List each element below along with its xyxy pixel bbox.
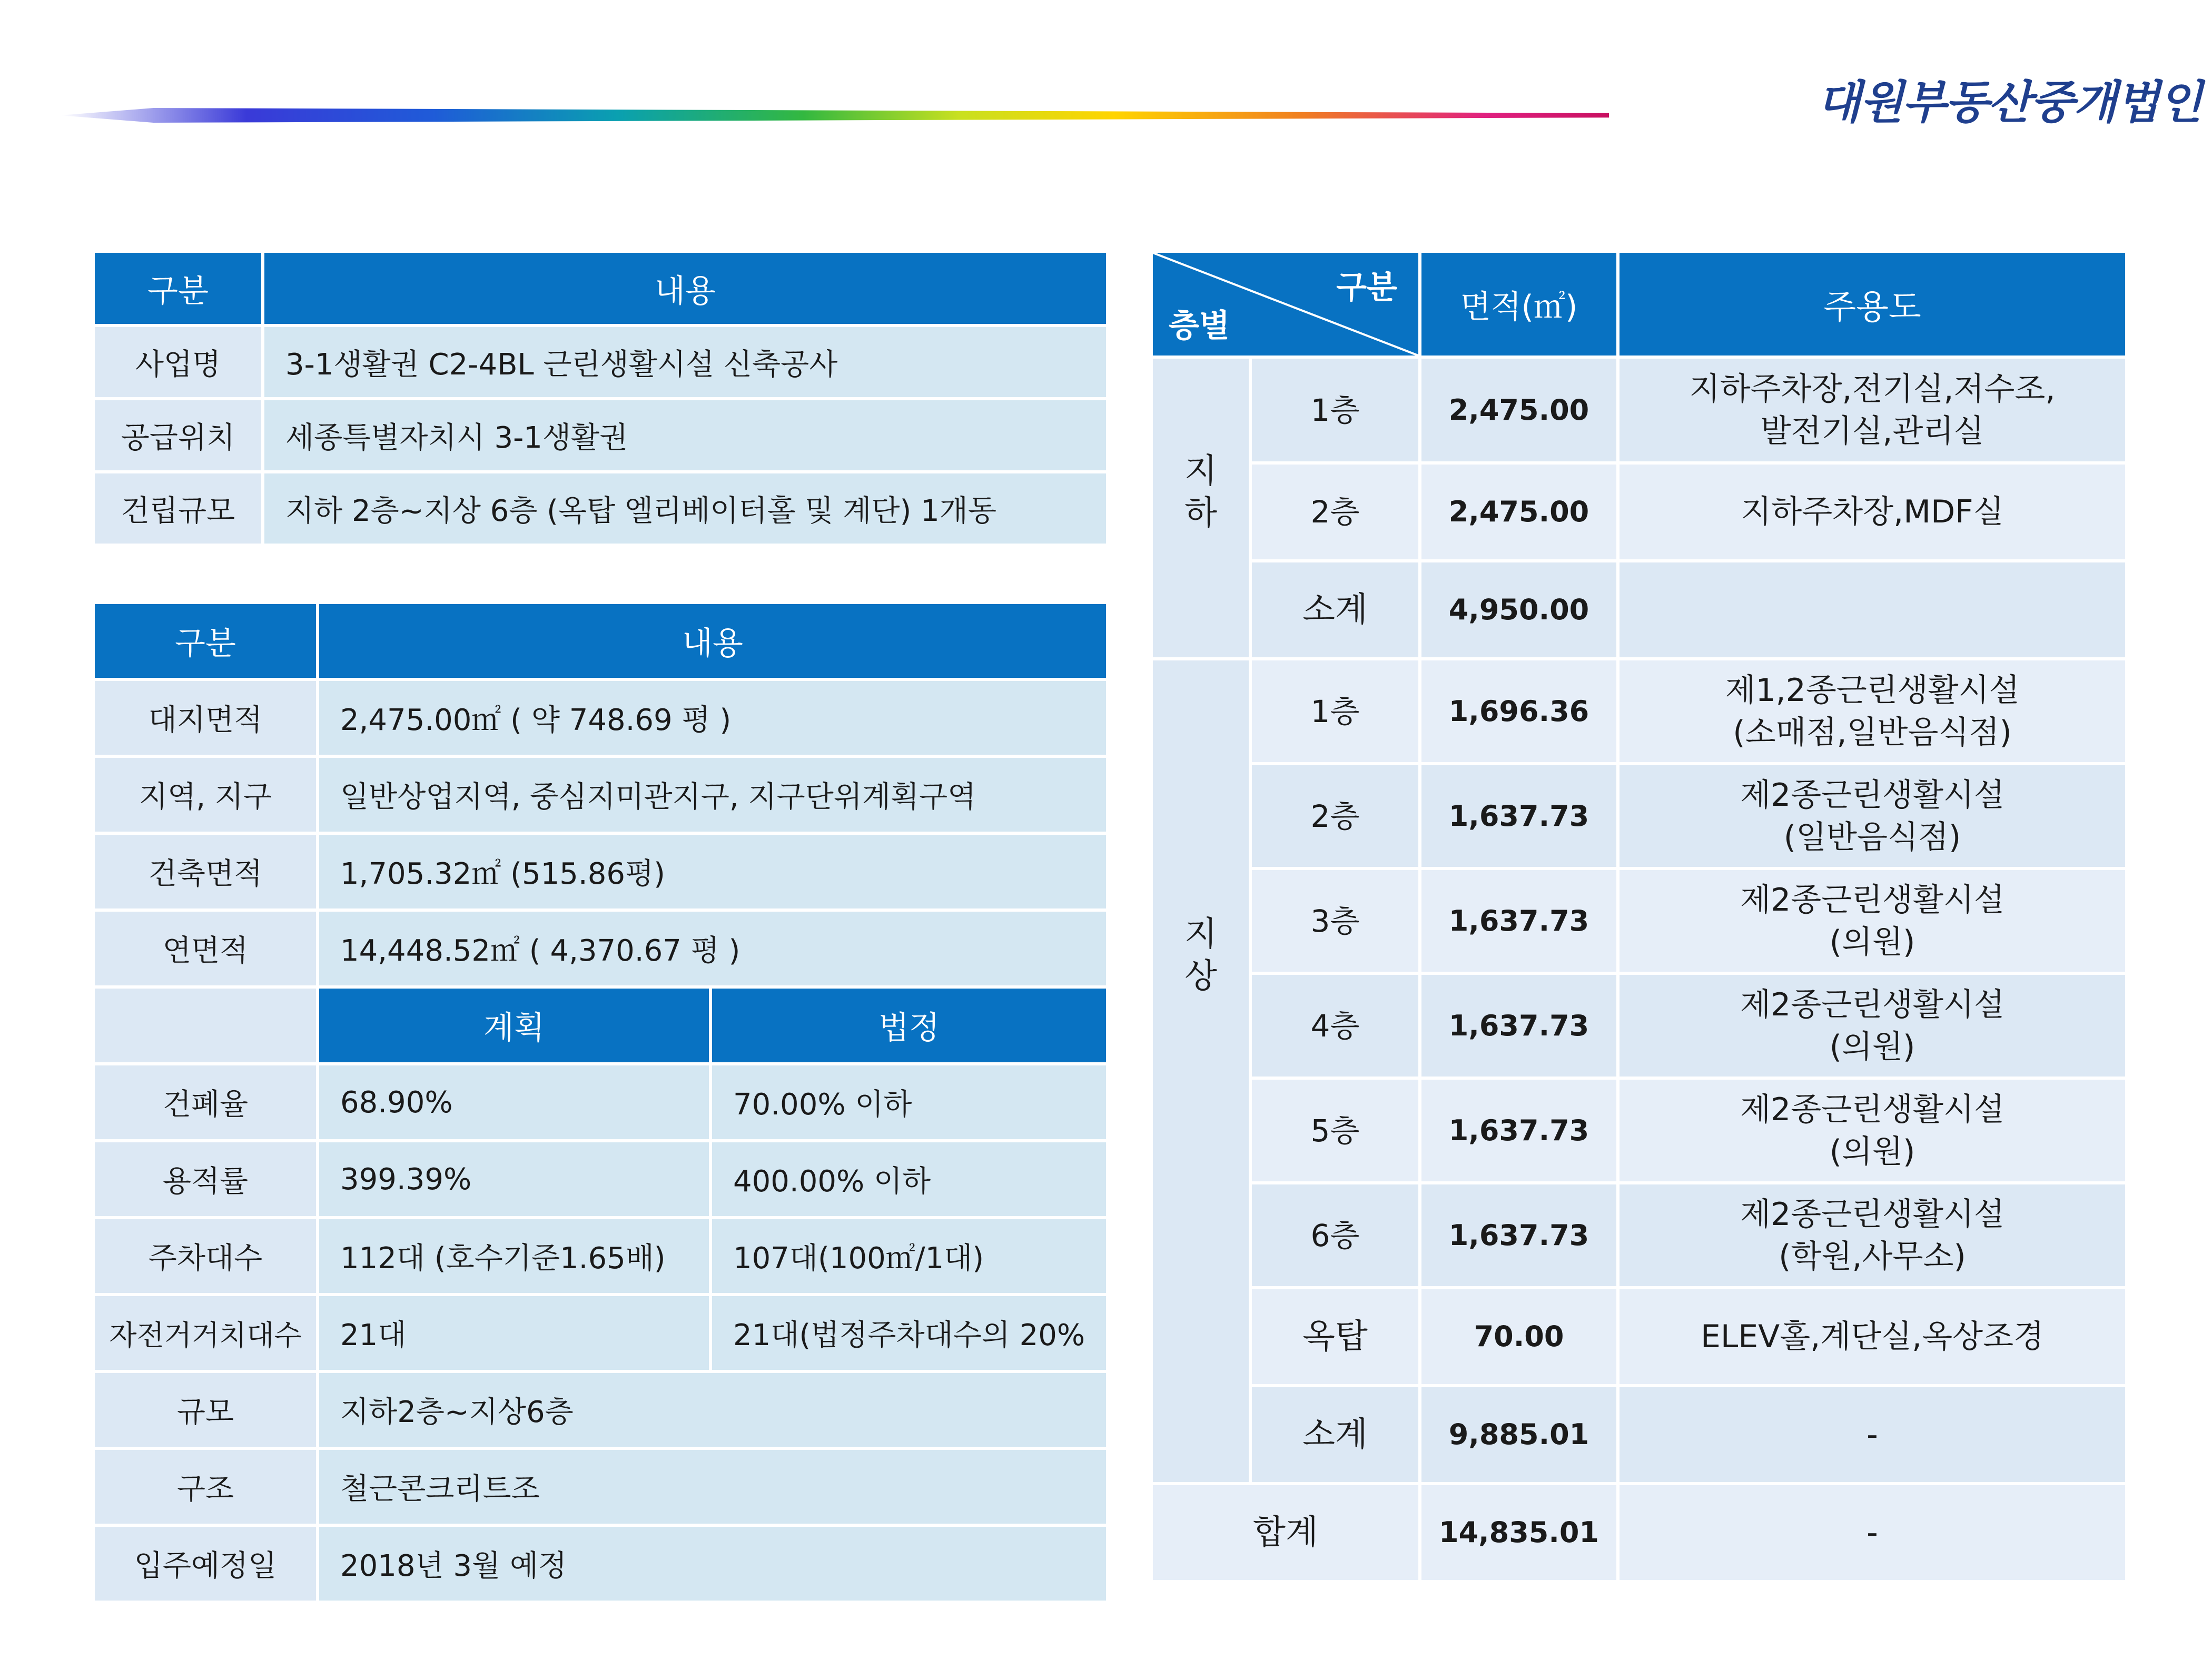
empty-label-cell: [95, 989, 316, 1062]
legal-value: 400.00% 이하: [712, 1142, 1106, 1216]
row-label: 건축면적: [95, 835, 316, 908]
total-area: 14,835.01: [1421, 1485, 1616, 1580]
floor-area-table: [1150, 250, 2128, 1583]
floor-label: 3층: [1252, 870, 1418, 972]
row-label: 주차대수: [95, 1219, 316, 1293]
row-label: 자전거거치대수: [95, 1296, 316, 1370]
floor-use: [1619, 562, 2125, 657]
row-label: 지역, 지구: [95, 758, 316, 832]
row-value: 지하 2층~지상 6층 (옥탑 엘리베이터홀 및 계단) 1개동: [264, 473, 1106, 544]
floor-area: 1,637.73: [1421, 1080, 1616, 1181]
row-value: 지하2층~지상6층: [319, 1373, 1106, 1447]
row-label: 구조: [95, 1450, 316, 1524]
row-label: 대지면적: [95, 681, 316, 755]
row-value: 3-1생활권 C2-4BL 근린생활시설 신축공사: [264, 327, 1106, 397]
legal-value: 70.00% 이하: [712, 1065, 1106, 1139]
floor-use: 제2종근린생활시설 (의원): [1619, 1080, 2125, 1181]
row-label: 건립규모: [95, 473, 261, 544]
row-label: 공급위치: [95, 400, 261, 470]
floor-area: 2,475.00: [1421, 359, 1616, 461]
row-label: 사업명: [95, 327, 261, 397]
floor-area: 4,950.00: [1421, 562, 1616, 657]
row-value: 1,705.32㎡ (515.86평): [319, 835, 1106, 908]
table2-header-category: 구분: [95, 604, 316, 678]
section-underground: 지 하: [1153, 359, 1249, 657]
floor-area: 2,475.00: [1421, 465, 1616, 559]
floor-area: 9,885.01: [1421, 1387, 1616, 1482]
row-value: 일반상업지역, 중심지미관지구, 지구단위계획구역: [319, 758, 1106, 832]
corner-header: [1153, 253, 1418, 355]
corner-top-label: 구분: [1336, 269, 1397, 306]
building-spec-table: [92, 601, 1109, 1604]
floor-label: 옥탑: [1252, 1289, 1418, 1384]
floor-area: 1,637.73: [1421, 870, 1616, 972]
header-use: 주용도: [1619, 253, 2125, 355]
row-label: 입주예정일: [95, 1527, 316, 1601]
legal-value: 21대(법정주차대수의 20%: [712, 1296, 1106, 1370]
floor-label: 소계: [1252, 1387, 1418, 1482]
row-label: 규모: [95, 1373, 316, 1447]
floor-area: 1,637.73: [1421, 765, 1616, 867]
floor-use: 제2종근린생활시설 (일반음식점): [1619, 765, 2125, 867]
floor-label: 1층: [1252, 660, 1418, 762]
row-value: 2018년 3월 예정: [319, 1527, 1106, 1601]
floor-label: 6층: [1252, 1184, 1418, 1286]
table1-header-category: 구분: [95, 253, 261, 324]
table2-header-content: 내용: [319, 604, 1106, 678]
company-logo: 대원부동산중개법인: [1817, 76, 2201, 129]
floor-use: -: [1619, 1387, 2125, 1482]
floor-use: 제2종근린생활시설 (의원): [1619, 870, 2125, 972]
plan-value: 68.90%: [319, 1065, 709, 1139]
floor-label: 4층: [1252, 975, 1418, 1077]
floor-label: 5층: [1252, 1080, 1418, 1181]
row-value: 철근콘크리트조: [319, 1450, 1106, 1524]
row-value: 세종특별자치시 3-1생활권: [264, 400, 1106, 470]
floor-use: 제2종근린생활시설 (의원): [1619, 975, 2125, 1077]
legal-value: 107대(100㎡/1대): [712, 1219, 1106, 1293]
floor-area: 70.00: [1421, 1289, 1616, 1384]
floor-use: 지하주차장,전기실,저수조, 발전기실,관리실: [1619, 359, 2125, 461]
floor-use: 지하주차장,MDF실: [1619, 465, 2125, 559]
sub-header-plan: 계획: [319, 989, 709, 1062]
floor-label: 2층: [1252, 465, 1418, 559]
total-use: -: [1619, 1485, 2125, 1580]
floor-area: 1,637.73: [1421, 975, 1616, 1077]
row-label: 연면적: [95, 912, 316, 985]
row-label: 용적률: [95, 1142, 316, 1216]
sub-header-legal: 법정: [712, 989, 1106, 1062]
floor-use: 제1,2종근린생활시설 (소매점,일반음식점): [1619, 660, 2125, 762]
project-overview-table: [92, 250, 1109, 547]
row-value: 2,475.00㎡ ( 약 748.69 평 ): [319, 681, 1106, 755]
section-ground: 지 상: [1153, 660, 1249, 1482]
row-value: 14,448.52㎡ ( 4,370.67 평 ): [319, 912, 1106, 985]
plan-value: 21대: [319, 1296, 709, 1370]
rainbow-divider: [61, 108, 1609, 123]
plan-value: 399.39%: [319, 1142, 709, 1216]
floor-area: 1,637.73: [1421, 1184, 1616, 1286]
header-area: 면적(㎡): [1421, 253, 1616, 355]
floor-use: 제2종근린생활시설 (학원,사무소): [1619, 1184, 2125, 1286]
floor-use: ELEV홀,계단실,옥상조경: [1619, 1289, 2125, 1384]
total-label: 합계: [1153, 1485, 1418, 1580]
floor-label: 1층: [1252, 359, 1418, 461]
corner-bottom-label: 층별: [1169, 308, 1230, 344]
floor-label: 소계: [1252, 562, 1418, 657]
row-label: 건폐율: [95, 1065, 316, 1139]
plan-value: 112대 (호수기준1.65배): [319, 1219, 709, 1293]
table1-header-content: 내용: [264, 253, 1106, 324]
floor-label: 2층: [1252, 765, 1418, 867]
floor-area: 1,696.36: [1421, 660, 1616, 762]
